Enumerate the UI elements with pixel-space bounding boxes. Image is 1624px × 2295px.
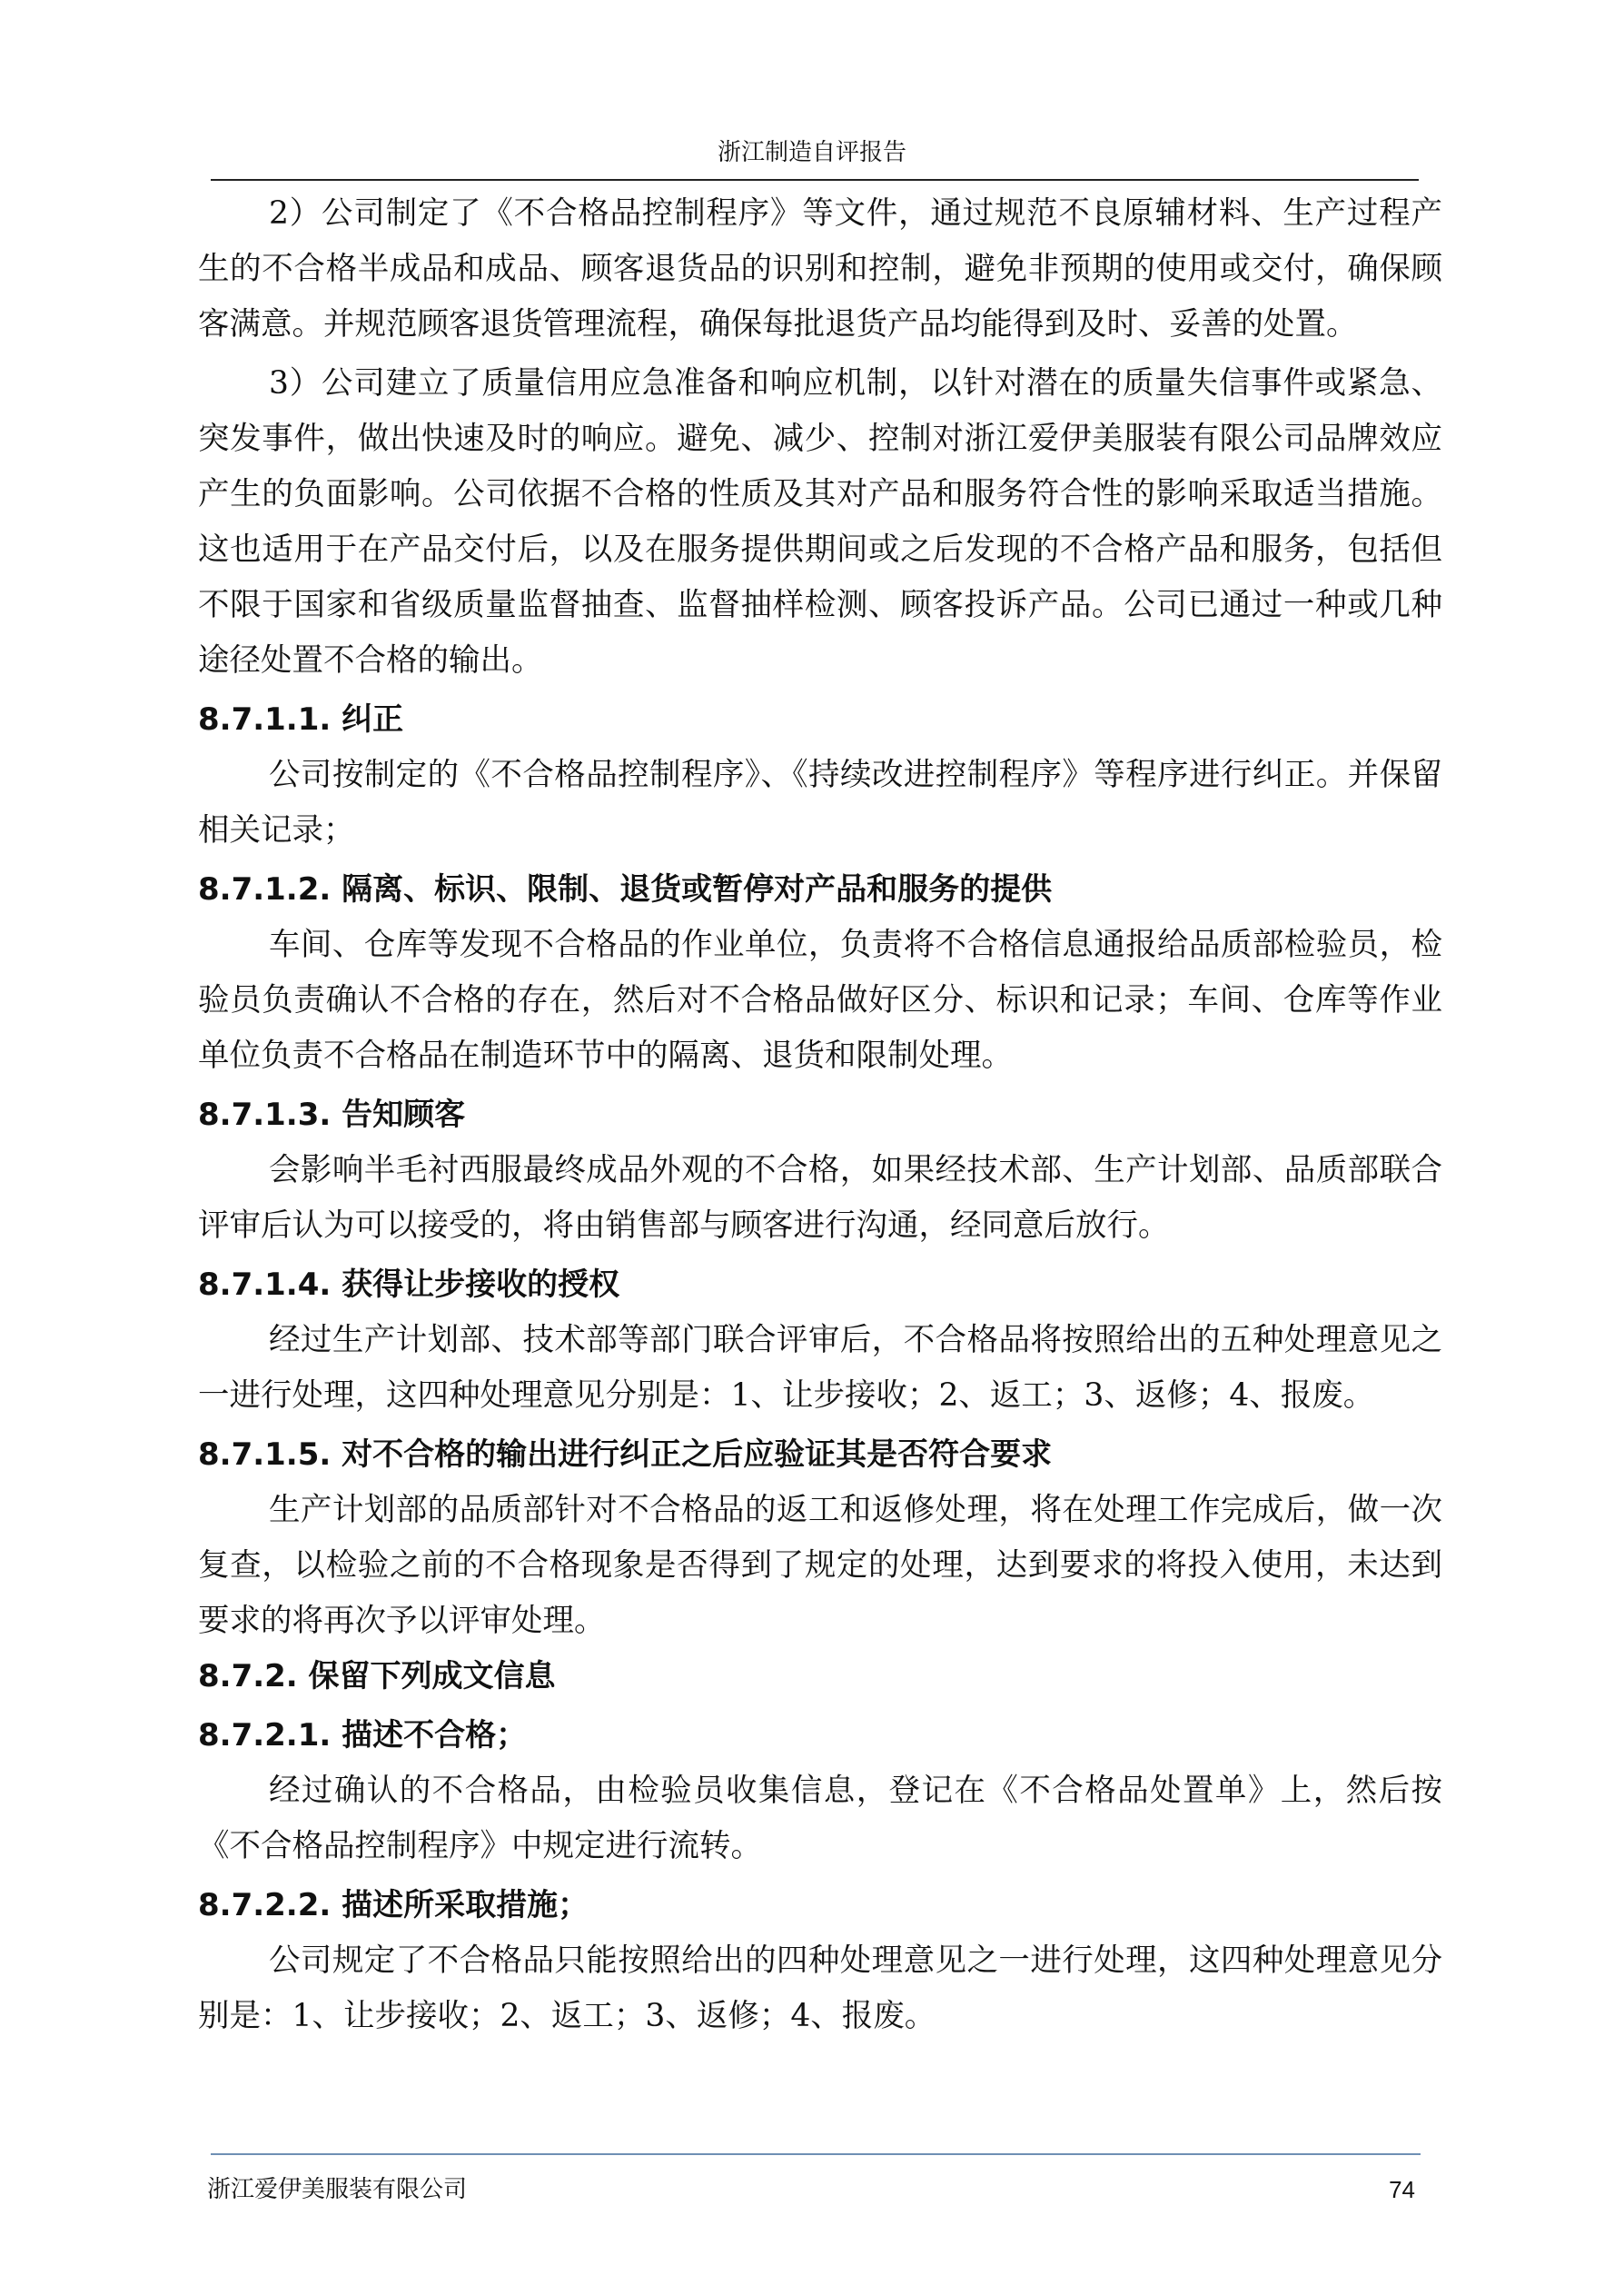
footer-company-name: 浙江爱伊美服装有限公司 [207,2176,468,2203]
page-number: 74 [1389,2176,1415,2203]
section-heading-inform-customer: 8.7.1.3. 告知顾客 [198,1097,466,1133]
section-heading-isolation: 8.7.1.2. 隔离、标识、限制、退货或暂停对产品和服务的提供 [198,871,1053,908]
section-heading-retain-info: 8.7.2. 保留下列成文信息 [198,1658,556,1694]
paragraph-actions-taken: 公司规定了不合格品只能按照给出的四种处理意见之一进行处理，这四种处理意见分别是：1、让步接收；2、返工；3、返修；4、报废。 [198,1942,1442,2034]
paragraph-concession: 经过生产计划部、技术部等部门联合评审后，不合格品将按照给出的五种处理意见之一进行处理，这四种处理意见分别是：1、让步接收；2、返工；3、返修；4、报废。 [198,1322,1442,1414]
section-heading-verification: 8.7.1.5. 对不合格的输出进行纠正之后应验证其是否符合要求 [198,1436,1053,1473]
page-body [198,186,1442,2044]
paragraph-nonconforming-procedure: 2）公司制定了《不合格品控制程序》等文件，通过规范不良原辅材料、生产过程产生的不合格半成品和成品、顾客退货品的识别和控制，避免非预期的使用或交付，确保顾客满意。并规范顾客退货管理流程，确保每批退货产品均能得到及时、妥善的处置。 [198,195,1442,343]
header-divider [211,179,1419,181]
paragraph-describe-nonconformity: 经过确认的不合格品，由检验员收集信息，登记在《不合格品处置单》上，然后按《不合格品控制程序》中规定进行流转。 [198,1773,1442,1864]
paragraph-isolation: 车间、仓库等发现不合格品的作业单位，负责将不合格信息通报给品质部检验员，检验员负责确认不合格的存在，然后对不合格品做好区分、标识和记录；车间、仓库等作业单位负责不合格品在制造环节中的隔离、退货和限制处理。 [198,927,1442,1074]
paragraph-inform-customer: 会影响半毛衬西服最终成品外观的不合格，如果经技术部、生产计划部、品质部联合评审后认为可以接受的，将由销售部与顾客进行沟通，经同意后放行。 [198,1152,1442,1244]
section-heading-concession: 8.7.1.4. 获得让步接收的授权 [198,1267,620,1303]
section-heading-actions-taken: 8.7.2.2. 描述所采取措施； [198,1887,589,1923]
paragraph-verification: 生产计划部的品质部针对不合格品的返工和返修处理，将在处理工作完成后，做一次复查，以检验之前的不合格现象是否得到了规定的处理，达到要求的将投入使用，未达到要求的将再次予以评审处理。 [198,1492,1442,1639]
section-heading-describe-nonconformity: 8.7.2.1. 描述不合格； [198,1717,528,1754]
section-heading-correction: 8.7.1.1. 纠正 [198,701,404,738]
paragraph-emergency-response: 3）公司建立了质量信用应急准备和响应机制，以针对潜在的质量失信事件或紧急、突发事件，做出快速及时的响应。避免、减少、控制对浙江爱伊美服装有限公司品牌效应产生的负面影响。公司依据不合格的性质及其对产品和服务符合性的影响采取适当措施。这也适用于在产品交付后，以及在服务提供期间或之后发现的不合格产品和服务，包括但不限于国家和省级质量监督抽查、监督抽样检测、顾客投诉产品。公司已通过一种或几种途径处置不合格的输出。 [198,365,1442,679]
page-header-title: 浙江制造自评报告 [717,139,906,166]
footer-divider [211,2153,1421,2155]
paragraph-correction: 公司按制定的《不合格品控制程序》、《持续改进控制程序》等程序进行纠正。并保留相关记录； [198,757,1442,849]
